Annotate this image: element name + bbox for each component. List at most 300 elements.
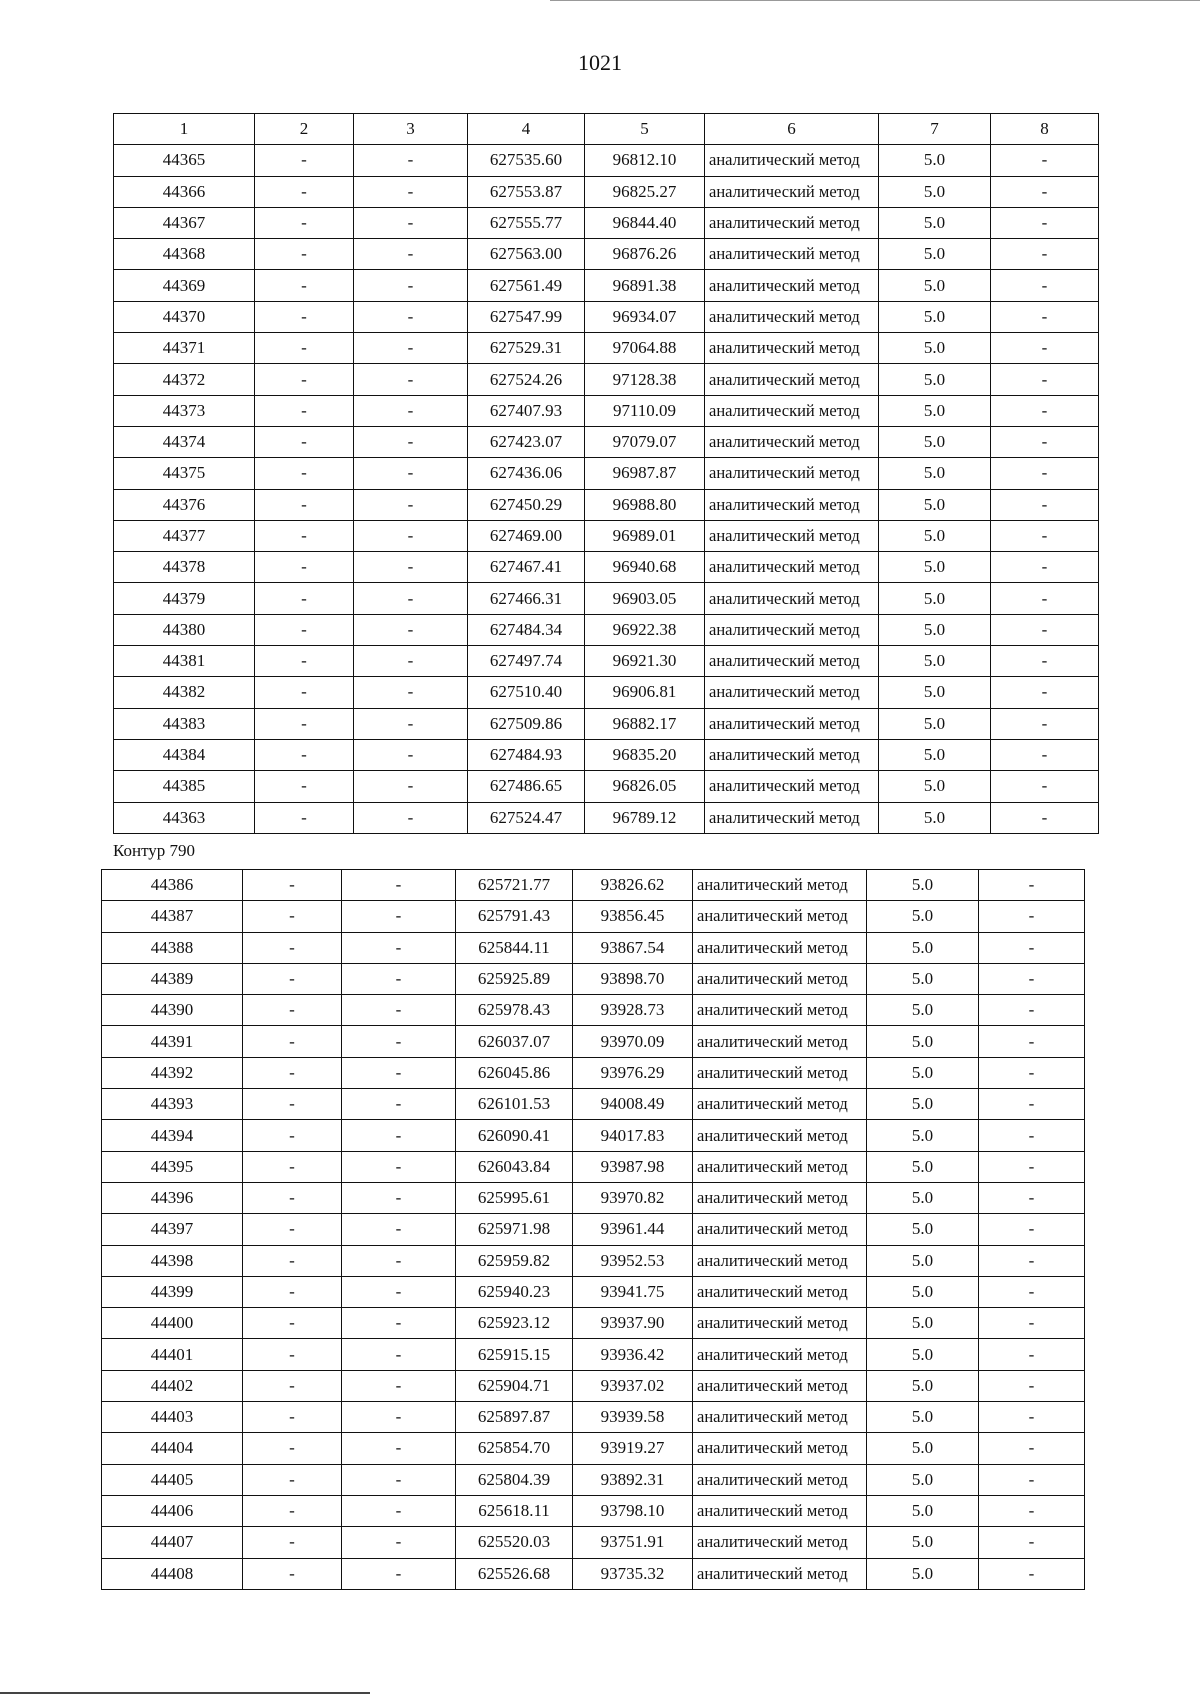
cell-col-5: 93970.82 xyxy=(573,1182,693,1213)
cell-col-5: 93892.31 xyxy=(573,1464,693,1495)
cell-col-5: 93928.73 xyxy=(573,995,693,1026)
cell-col-5: 97064.88 xyxy=(585,333,705,364)
table-row xyxy=(114,802,1099,833)
cell-col-5: 93952.53 xyxy=(573,1245,693,1276)
table-top-body xyxy=(114,114,1099,834)
cell-col-3: - xyxy=(342,963,456,994)
cell-col-4: 627467.41 xyxy=(468,552,585,583)
cell-col-5: 96789.12 xyxy=(585,802,705,833)
cell-col-6: аналитический метод xyxy=(693,1089,867,1120)
cell-col-2: - xyxy=(243,1276,342,1307)
cell-col-2: - xyxy=(243,1308,342,1339)
page-number: 1021 xyxy=(578,50,622,75)
cell-col-1: 44379 xyxy=(114,583,255,614)
cell-col-2: - xyxy=(243,1120,342,1151)
cell-col-3: - xyxy=(342,995,456,1026)
cell-col-6: аналитический метод xyxy=(705,802,879,833)
cell-col-3: - xyxy=(354,489,468,520)
cell-col-2: - xyxy=(255,364,354,395)
cell-col-3: - xyxy=(342,1308,456,1339)
cell-col-8: - xyxy=(991,646,1099,677)
cell-col-4: 625791.43 xyxy=(456,901,573,932)
cell-col-1: 44380 xyxy=(114,614,255,645)
cell-col-8: - xyxy=(991,176,1099,207)
cell-col-6: аналитический метод xyxy=(705,520,879,551)
cell-col-8: - xyxy=(979,870,1085,901)
cell-col-2: - xyxy=(243,1370,342,1401)
cell-col-6: аналитический метод xyxy=(693,1276,867,1307)
cell-col-1: 44395 xyxy=(102,1151,243,1182)
cell-col-3: - xyxy=(342,1527,456,1558)
cell-col-8: - xyxy=(979,1433,1085,1464)
cell-col-3: - xyxy=(354,301,468,332)
cell-col-2: - xyxy=(243,1339,342,1370)
cell-col-4: 627529.31 xyxy=(468,333,585,364)
cell-col-7: 5.0 xyxy=(867,1308,979,1339)
cell-col-3: - xyxy=(354,771,468,802)
cell-col-8: - xyxy=(979,1339,1085,1370)
cell-col-1: 44372 xyxy=(114,364,255,395)
cell-col-2: - xyxy=(243,1151,342,1182)
cell-col-6: аналитический метод xyxy=(705,395,879,426)
cell-col-8: - xyxy=(979,1276,1085,1307)
cell-col-4: 627436.06 xyxy=(468,458,585,489)
cell-col-8: - xyxy=(979,1527,1085,1558)
cell-col-8: - xyxy=(979,1370,1085,1401)
cell-col-5: 93970.09 xyxy=(573,1026,693,1057)
cell-col-1: 44366 xyxy=(114,176,255,207)
cell-col-3: - xyxy=(354,458,468,489)
cell-col-6: аналитический метод xyxy=(705,677,879,708)
cell-col-1: 44390 xyxy=(102,995,243,1026)
cell-col-1: 44403 xyxy=(102,1402,243,1433)
cell-col-3: - xyxy=(354,239,468,270)
cell-col-8: - xyxy=(991,333,1099,364)
table-row xyxy=(102,1120,1085,1151)
cell-col-5: 96891.38 xyxy=(585,270,705,301)
cell-col-5: 5 xyxy=(585,114,705,145)
cell-col-6: аналитический метод xyxy=(705,614,879,645)
cell-col-3: - xyxy=(342,1214,456,1245)
cell-col-3: - xyxy=(342,1370,456,1401)
cell-col-2: - xyxy=(243,1527,342,1558)
cell-col-7: 5.0 xyxy=(867,1151,979,1182)
table-row xyxy=(114,145,1099,176)
cell-col-2: - xyxy=(243,901,342,932)
cell-col-5: 96989.01 xyxy=(585,520,705,551)
cell-col-3: - xyxy=(342,1464,456,1495)
table-row xyxy=(102,1527,1085,1558)
cell-col-3: - xyxy=(342,1276,456,1307)
cell-col-8: - xyxy=(991,677,1099,708)
cell-col-1: 44399 xyxy=(102,1276,243,1307)
cell-col-1: 44388 xyxy=(102,932,243,963)
cell-col-4: 625618.11 xyxy=(456,1495,573,1526)
cell-col-7: 5.0 xyxy=(867,1026,979,1057)
scan-edge-bottom xyxy=(0,1692,370,1694)
cell-col-1: 44396 xyxy=(102,1182,243,1213)
cell-col-1: 44382 xyxy=(114,677,255,708)
header-row xyxy=(114,114,1099,145)
cell-col-2: - xyxy=(243,1057,342,1088)
cell-col-7: 5.0 xyxy=(879,739,991,770)
contour-label: Контур 790 xyxy=(113,841,196,860)
table-row xyxy=(114,739,1099,770)
cell-col-3: - xyxy=(342,901,456,932)
cell-col-4: 626045.86 xyxy=(456,1057,573,1088)
cell-col-6: аналитический метод xyxy=(705,552,879,583)
cell-col-4: 627469.00 xyxy=(468,520,585,551)
cell-col-2: - xyxy=(255,802,354,833)
cell-col-4: 627484.34 xyxy=(468,614,585,645)
table-row xyxy=(114,458,1099,489)
table-row xyxy=(114,677,1099,708)
cell-col-3: - xyxy=(354,333,468,364)
cell-col-2: - xyxy=(255,270,354,301)
cell-col-4: 627510.40 xyxy=(468,677,585,708)
cell-col-1: 44381 xyxy=(114,646,255,677)
cell-col-6: аналитический метод xyxy=(705,708,879,739)
cell-col-7: 5.0 xyxy=(867,1558,979,1589)
cell-col-3: - xyxy=(354,802,468,833)
table-row xyxy=(102,1182,1085,1213)
cell-col-1: 44397 xyxy=(102,1214,243,1245)
cell-col-7: 5.0 xyxy=(879,677,991,708)
cell-col-7: 5.0 xyxy=(879,270,991,301)
cell-col-6: аналитический метод xyxy=(705,145,879,176)
cell-col-6: аналитический метод xyxy=(705,739,879,770)
table-row xyxy=(102,1245,1085,1276)
cell-col-8: - xyxy=(991,270,1099,301)
cell-col-3: - xyxy=(354,739,468,770)
cell-col-2: - xyxy=(255,583,354,614)
table-row xyxy=(102,1026,1085,1057)
cell-col-1: 44370 xyxy=(114,301,255,332)
cell-col-7: 5.0 xyxy=(867,1182,979,1213)
cell-col-5: 93976.29 xyxy=(573,1057,693,1088)
table-row xyxy=(102,995,1085,1026)
cell-col-8: - xyxy=(979,1402,1085,1433)
cell-col-2: - xyxy=(255,614,354,645)
cell-col-1: 44393 xyxy=(102,1089,243,1120)
cell-col-1: 44363 xyxy=(114,802,255,833)
cell-col-8: - xyxy=(991,552,1099,583)
cell-col-1: 44376 xyxy=(114,489,255,520)
table-row xyxy=(102,1370,1085,1401)
cell-col-6: аналитический метод xyxy=(705,583,879,614)
cell-col-3: - xyxy=(354,552,468,583)
table-row xyxy=(102,1402,1085,1433)
cell-col-8: - xyxy=(991,583,1099,614)
cell-col-7: 5.0 xyxy=(867,1433,979,1464)
cell-col-3: - xyxy=(354,614,468,645)
table-row xyxy=(114,333,1099,364)
table-row xyxy=(114,614,1099,645)
cell-col-6: аналитический метод xyxy=(693,1370,867,1401)
cell-col-1: 44405 xyxy=(102,1464,243,1495)
cell-col-5: 96921.30 xyxy=(585,646,705,677)
table-row xyxy=(102,932,1085,963)
cell-col-2: - xyxy=(255,395,354,426)
table-row xyxy=(114,646,1099,677)
table-row xyxy=(114,239,1099,270)
cell-col-1: 44391 xyxy=(102,1026,243,1057)
cell-col-2: - xyxy=(255,145,354,176)
cell-col-5: 93856.45 xyxy=(573,901,693,932)
cell-col-8: - xyxy=(979,1464,1085,1495)
cell-col-6: аналитический метод xyxy=(705,301,879,332)
cell-col-4: 625904.71 xyxy=(456,1370,573,1401)
table-row xyxy=(114,552,1099,583)
table-row xyxy=(114,207,1099,238)
cell-col-3: - xyxy=(342,870,456,901)
table-row xyxy=(102,1214,1085,1245)
table-row xyxy=(102,1495,1085,1526)
cell-col-5: 93937.02 xyxy=(573,1370,693,1401)
cell-col-5: 93826.62 xyxy=(573,870,693,901)
cell-col-2: - xyxy=(255,552,354,583)
cell-col-5: 93987.98 xyxy=(573,1151,693,1182)
cell-col-1: 44407 xyxy=(102,1527,243,1558)
cell-col-4: 625995.61 xyxy=(456,1182,573,1213)
cell-col-8: - xyxy=(991,364,1099,395)
cell-col-6: аналитический метод xyxy=(693,1402,867,1433)
cell-col-3: - xyxy=(342,1558,456,1589)
cell-col-7: 5.0 xyxy=(879,145,991,176)
cell-col-5: 96812.10 xyxy=(585,145,705,176)
cell-col-1: 44387 xyxy=(102,901,243,932)
cell-col-2: - xyxy=(255,301,354,332)
cell-col-8: - xyxy=(991,458,1099,489)
table-row xyxy=(102,963,1085,994)
cell-col-8: - xyxy=(979,1495,1085,1526)
cell-col-5: 96940.68 xyxy=(585,552,705,583)
cell-col-1: 44365 xyxy=(114,145,255,176)
cell-col-7: 5.0 xyxy=(867,1464,979,1495)
cell-col-1: 44371 xyxy=(114,333,255,364)
cell-col-5: 96876.26 xyxy=(585,239,705,270)
cell-col-3: - xyxy=(342,1120,456,1151)
cell-col-6: аналитический метод xyxy=(705,426,879,457)
cell-col-2: - xyxy=(243,995,342,1026)
cell-col-6: аналитический метод xyxy=(705,458,879,489)
cell-col-8: - xyxy=(979,1214,1085,1245)
cell-col-2: - xyxy=(255,176,354,207)
cell-col-1: 44373 xyxy=(114,395,255,426)
cell-col-2: - xyxy=(243,1433,342,1464)
cell-col-4: 4 xyxy=(468,114,585,145)
cell-col-5: 94017.83 xyxy=(573,1120,693,1151)
cell-col-6: аналитический метод xyxy=(693,1464,867,1495)
cell-col-3: - xyxy=(354,207,468,238)
coordinates-table-top xyxy=(113,113,1099,834)
cell-col-1: 44408 xyxy=(102,1558,243,1589)
cell-col-4: 625925.89 xyxy=(456,963,573,994)
cell-col-5: 97110.09 xyxy=(585,395,705,426)
table-row xyxy=(102,870,1085,901)
cell-col-8: - xyxy=(979,932,1085,963)
table-row xyxy=(114,489,1099,520)
cell-col-7: 5.0 xyxy=(867,932,979,963)
cell-col-7: 5.0 xyxy=(879,426,991,457)
cell-col-6: аналитический метод xyxy=(705,364,879,395)
cell-col-6: аналитический метод xyxy=(693,1151,867,1182)
cell-col-2: - xyxy=(255,646,354,677)
cell-col-5: 96835.20 xyxy=(585,739,705,770)
cell-col-4: 625959.82 xyxy=(456,1245,573,1276)
cell-col-4: 627509.86 xyxy=(468,708,585,739)
cell-col-5: 93798.10 xyxy=(573,1495,693,1526)
cell-col-5: 93867.54 xyxy=(573,932,693,963)
cell-col-7: 5.0 xyxy=(867,963,979,994)
cell-col-4: 625526.68 xyxy=(456,1558,573,1589)
cell-col-7: 7 xyxy=(879,114,991,145)
cell-col-4: 625940.23 xyxy=(456,1276,573,1307)
cell-col-8: - xyxy=(991,301,1099,332)
cell-col-8: - xyxy=(979,1182,1085,1213)
cell-col-4: 627486.65 xyxy=(468,771,585,802)
cell-col-2: - xyxy=(243,1214,342,1245)
cell-col-2: - xyxy=(255,677,354,708)
cell-col-2: - xyxy=(255,458,354,489)
cell-col-1: 44378 xyxy=(114,552,255,583)
table-row xyxy=(102,1558,1085,1589)
cell-col-5: 93941.75 xyxy=(573,1276,693,1307)
cell-col-3: - xyxy=(342,1433,456,1464)
cell-col-5: 93936.42 xyxy=(573,1339,693,1370)
cell-col-7: 5.0 xyxy=(867,1495,979,1526)
cell-col-8: - xyxy=(991,145,1099,176)
cell-col-6: аналитический метод xyxy=(705,333,879,364)
cell-col-5: 96987.87 xyxy=(585,458,705,489)
table-row xyxy=(102,1151,1085,1182)
cell-col-6: аналитический метод xyxy=(693,1308,867,1339)
cell-col-7: 5.0 xyxy=(879,708,991,739)
table-row xyxy=(114,583,1099,614)
cell-col-5: 93735.32 xyxy=(573,1558,693,1589)
cell-col-4: 627553.87 xyxy=(468,176,585,207)
cell-col-6: аналитический метод xyxy=(693,1433,867,1464)
cell-col-6: аналитический метод xyxy=(693,1558,867,1589)
scan-edge-top xyxy=(550,0,1200,1)
cell-col-4: 627555.77 xyxy=(468,207,585,238)
cell-col-4: 627466.31 xyxy=(468,583,585,614)
cell-col-5: 93751.91 xyxy=(573,1527,693,1558)
cell-col-2: - xyxy=(243,1464,342,1495)
cell-col-1: 44394 xyxy=(102,1120,243,1151)
cell-col-3: - xyxy=(342,1339,456,1370)
cell-col-2: - xyxy=(243,1089,342,1120)
table-row xyxy=(114,708,1099,739)
table-row xyxy=(114,426,1099,457)
cell-col-3: - xyxy=(342,1151,456,1182)
cell-col-8: - xyxy=(979,963,1085,994)
cell-col-3: - xyxy=(354,677,468,708)
table-row xyxy=(114,176,1099,207)
cell-col-5: 96825.27 xyxy=(585,176,705,207)
cell-col-7: 5.0 xyxy=(879,458,991,489)
cell-col-8: - xyxy=(979,1120,1085,1151)
cell-col-6: аналитический метод xyxy=(693,932,867,963)
cell-col-7: 5.0 xyxy=(867,870,979,901)
cell-col-1: 44392 xyxy=(102,1057,243,1088)
table-row xyxy=(102,901,1085,932)
cell-col-4: 627450.29 xyxy=(468,489,585,520)
cell-col-4: 626043.84 xyxy=(456,1151,573,1182)
cell-col-4: 625897.87 xyxy=(456,1402,573,1433)
cell-col-5: 96903.05 xyxy=(585,583,705,614)
cell-col-2: - xyxy=(255,520,354,551)
cell-col-7: 5.0 xyxy=(879,614,991,645)
cell-col-8: - xyxy=(979,1026,1085,1057)
cell-col-7: 5.0 xyxy=(879,395,991,426)
cell-col-5: 94008.49 xyxy=(573,1089,693,1120)
cell-col-5: 93919.27 xyxy=(573,1433,693,1464)
cell-col-7: 5.0 xyxy=(867,1245,979,1276)
cell-col-5: 96844.40 xyxy=(585,207,705,238)
cell-col-2: - xyxy=(243,1402,342,1433)
cell-col-4: 625804.39 xyxy=(456,1464,573,1495)
cell-col-4: 627497.74 xyxy=(468,646,585,677)
cell-col-2: - xyxy=(243,870,342,901)
cell-col-1: 44377 xyxy=(114,520,255,551)
cell-col-5: 97079.07 xyxy=(585,426,705,457)
cell-col-5: 96934.07 xyxy=(585,301,705,332)
cell-col-7: 5.0 xyxy=(867,1089,979,1120)
cell-col-2: - xyxy=(255,239,354,270)
cell-col-3: - xyxy=(342,1057,456,1088)
cell-col-4: 625844.11 xyxy=(456,932,573,963)
cell-col-6: аналитический метод xyxy=(705,207,879,238)
cell-col-4: 627524.26 xyxy=(468,364,585,395)
cell-col-6: аналитический метод xyxy=(693,995,867,1026)
cell-col-6: аналитический метод xyxy=(693,901,867,932)
cell-col-7: 5.0 xyxy=(879,239,991,270)
cell-col-6: аналитический метод xyxy=(693,1026,867,1057)
cell-col-1: 44406 xyxy=(102,1495,243,1526)
cell-col-8: - xyxy=(991,802,1099,833)
cell-col-4: 627484.93 xyxy=(468,739,585,770)
cell-col-4: 627423.07 xyxy=(468,426,585,457)
cell-col-6: аналитический метод xyxy=(705,176,879,207)
cell-col-3: - xyxy=(354,395,468,426)
cell-col-8: - xyxy=(979,1558,1085,1589)
cell-col-4: 626037.07 xyxy=(456,1026,573,1057)
cell-col-4: 627524.47 xyxy=(468,802,585,833)
cell-col-6: аналитический метод xyxy=(693,1495,867,1526)
cell-col-1: 44398 xyxy=(102,1245,243,1276)
cell-col-8: - xyxy=(979,1308,1085,1339)
cell-col-5: 96882.17 xyxy=(585,708,705,739)
cell-col-8: 8 xyxy=(991,114,1099,145)
cell-col-3: - xyxy=(354,583,468,614)
cell-col-4: 627535.60 xyxy=(468,145,585,176)
cell-col-2: - xyxy=(255,426,354,457)
cell-col-6: аналитический метод xyxy=(693,1527,867,1558)
cell-col-6: аналитический метод xyxy=(693,1182,867,1213)
cell-col-4: 625854.70 xyxy=(456,1433,573,1464)
cell-col-7: 5.0 xyxy=(867,1339,979,1370)
cell-col-1: 44404 xyxy=(102,1433,243,1464)
cell-col-7: 5.0 xyxy=(879,771,991,802)
cell-col-5: 93937.90 xyxy=(573,1308,693,1339)
table-row xyxy=(114,395,1099,426)
cell-col-6: аналитический метод xyxy=(705,270,879,301)
cell-col-3: - xyxy=(354,176,468,207)
cell-col-1: 44385 xyxy=(114,771,255,802)
cell-col-1: 44400 xyxy=(102,1308,243,1339)
cell-col-8: - xyxy=(979,1057,1085,1088)
